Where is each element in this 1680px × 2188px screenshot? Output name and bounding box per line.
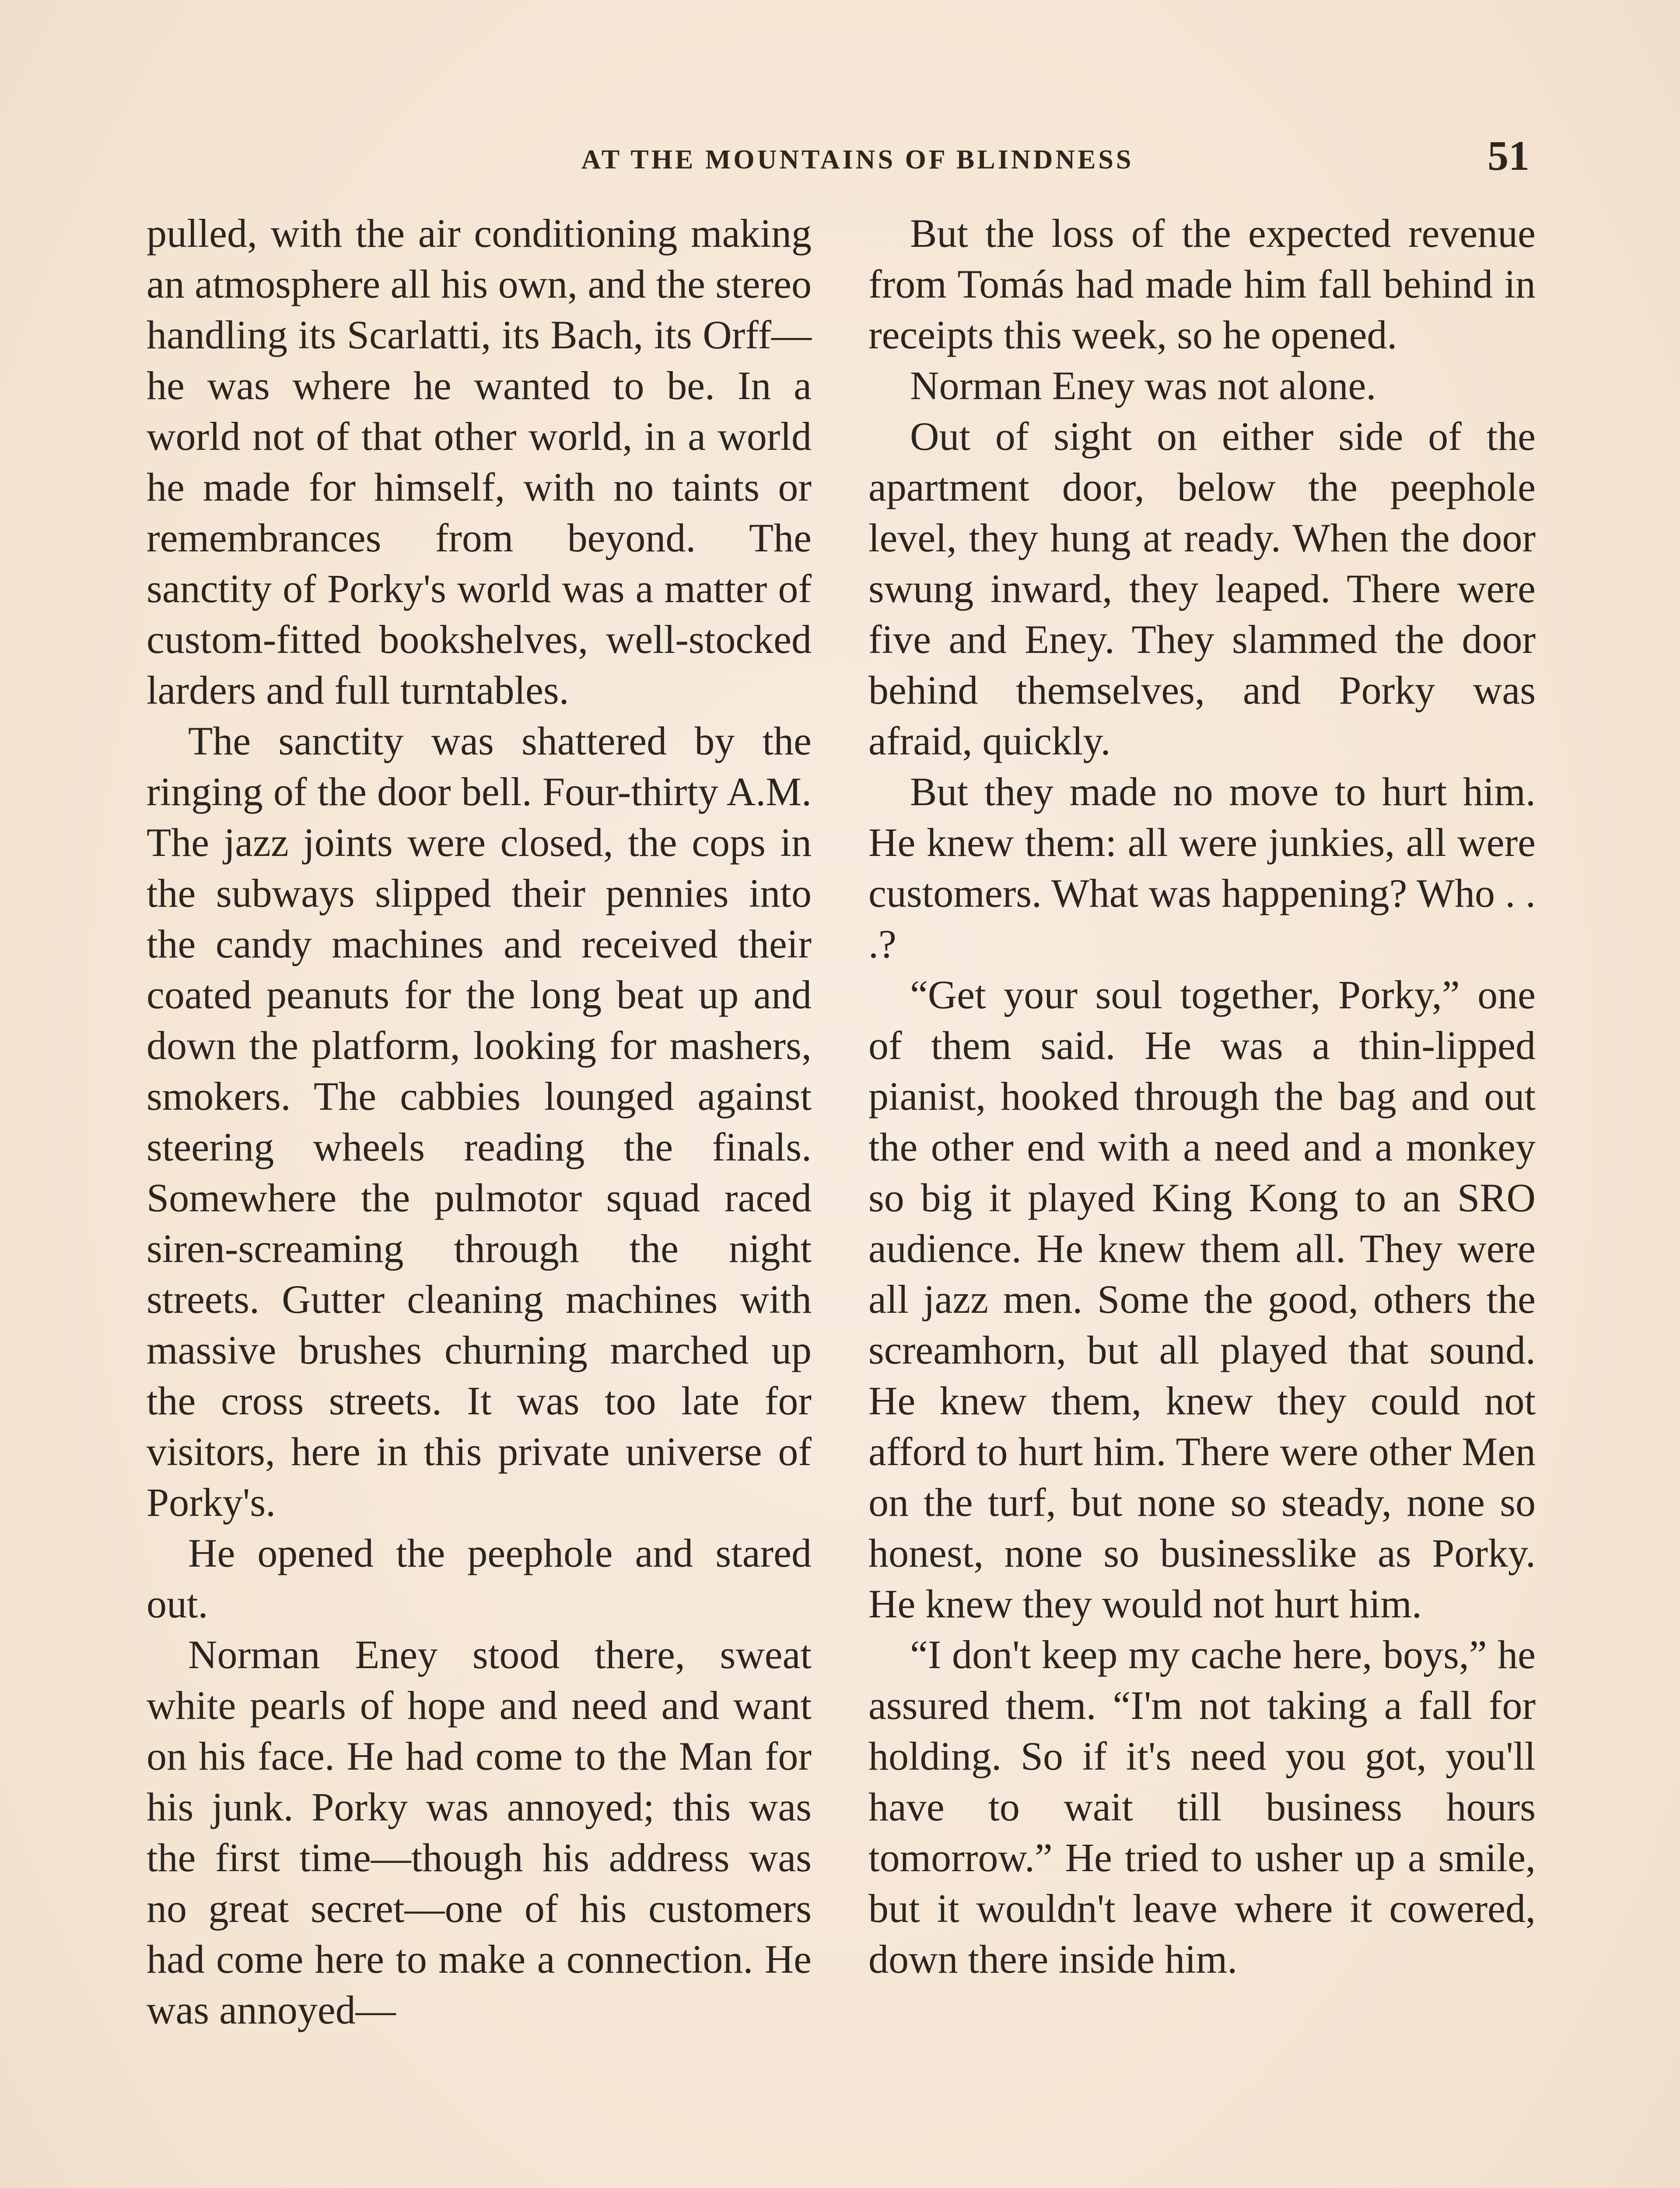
- paragraph: “Get your soul together, Porky,” one of them said. He was a thin-lipped pianist, hooked through the bag and out the other end with a need and a monkey so big it played King Kong to an SRO audience. He knew them all. They were all jazz men. Some the good, others the screamhorn, but all played that sound. He knew them, knew they could not afford to hurt him. There were other Men on the turf, but none so steady, none so honest, none so businesslike as Porky. He knew they would not hurt him.: [868, 972, 1536, 1626]
- paragraph: He opened the peephole and stared out.: [147, 1531, 812, 1626]
- page-number: 51: [1488, 132, 1530, 179]
- running-head: AT THE MOUNTAINS OF BLINDNESS: [581, 145, 1134, 175]
- paragraph: The sanctity was shattered by the ringing of the door bell. Four-thirty A.M. The jazz joints were closed, the cops in the subways slipped their pennies into the candy machines and received their coated peanuts for the long beat up and down the platform, looking for mashers, smokers. The cabbies lounged against steering wheels reading the finals. Somewhere the pulmotor squad raced siren-screaming through the night streets. Gutter cleaning machines with massive brushes churning marched up the cross streets. It was too late for visitors, here in this private universe of Porky's.: [147, 719, 812, 1525]
- paragraph: pulled, with the air conditioning making an atmosphere all his own, and the stereo handling its Scarlatti, its Bach, its Orff—he was where he wanted to be. In a world not of that other world, in a world he made for himself, with no taints or remembrances from beyond. The sanctity of Porky's world was a matter of custom-fitted bookshelves, well-stocked larders and full turntables.: [147, 211, 812, 712]
- right-column: [868, 208, 1536, 1985]
- paragraph: But they made no move to hurt him. He knew them: all were junkies, all were customers. What was happening? Who . . .?: [868, 769, 1536, 966]
- paragraph: “I don't keep my cache here, boys,” he assured them. “I'm not taking a fall for holding. So if it's need you got, you'll have to wait till business hours tomorrow.” He tried to usher up a smile, but it wouldn't leave where it cowered, down there inside him.: [868, 1632, 1536, 1981]
- left-column: [147, 208, 812, 2035]
- paragraph: Norman Eney was not alone.: [910, 363, 1376, 408]
- paragraph: Out of sight on either side of the apartment door, below the peephole level, they hung at ready. When the door swung inward, they leaped. There were five and Eney. They slammed the door behind themselves, and Porky was afraid, quickly.: [868, 414, 1536, 763]
- paragraph: Norman Eney stood there, sweat white pearls of hope and need and want on his face. He had come to the Man for his junk. Porky was annoyed; this was the first time—though his address was no great secret—one of his customers had come here to make a connection. He was annoyed—: [147, 1632, 812, 2032]
- paragraph: But the loss of the expected revenue from Tomás had made him fall behind in receipts this week, so he opened.: [868, 211, 1536, 357]
